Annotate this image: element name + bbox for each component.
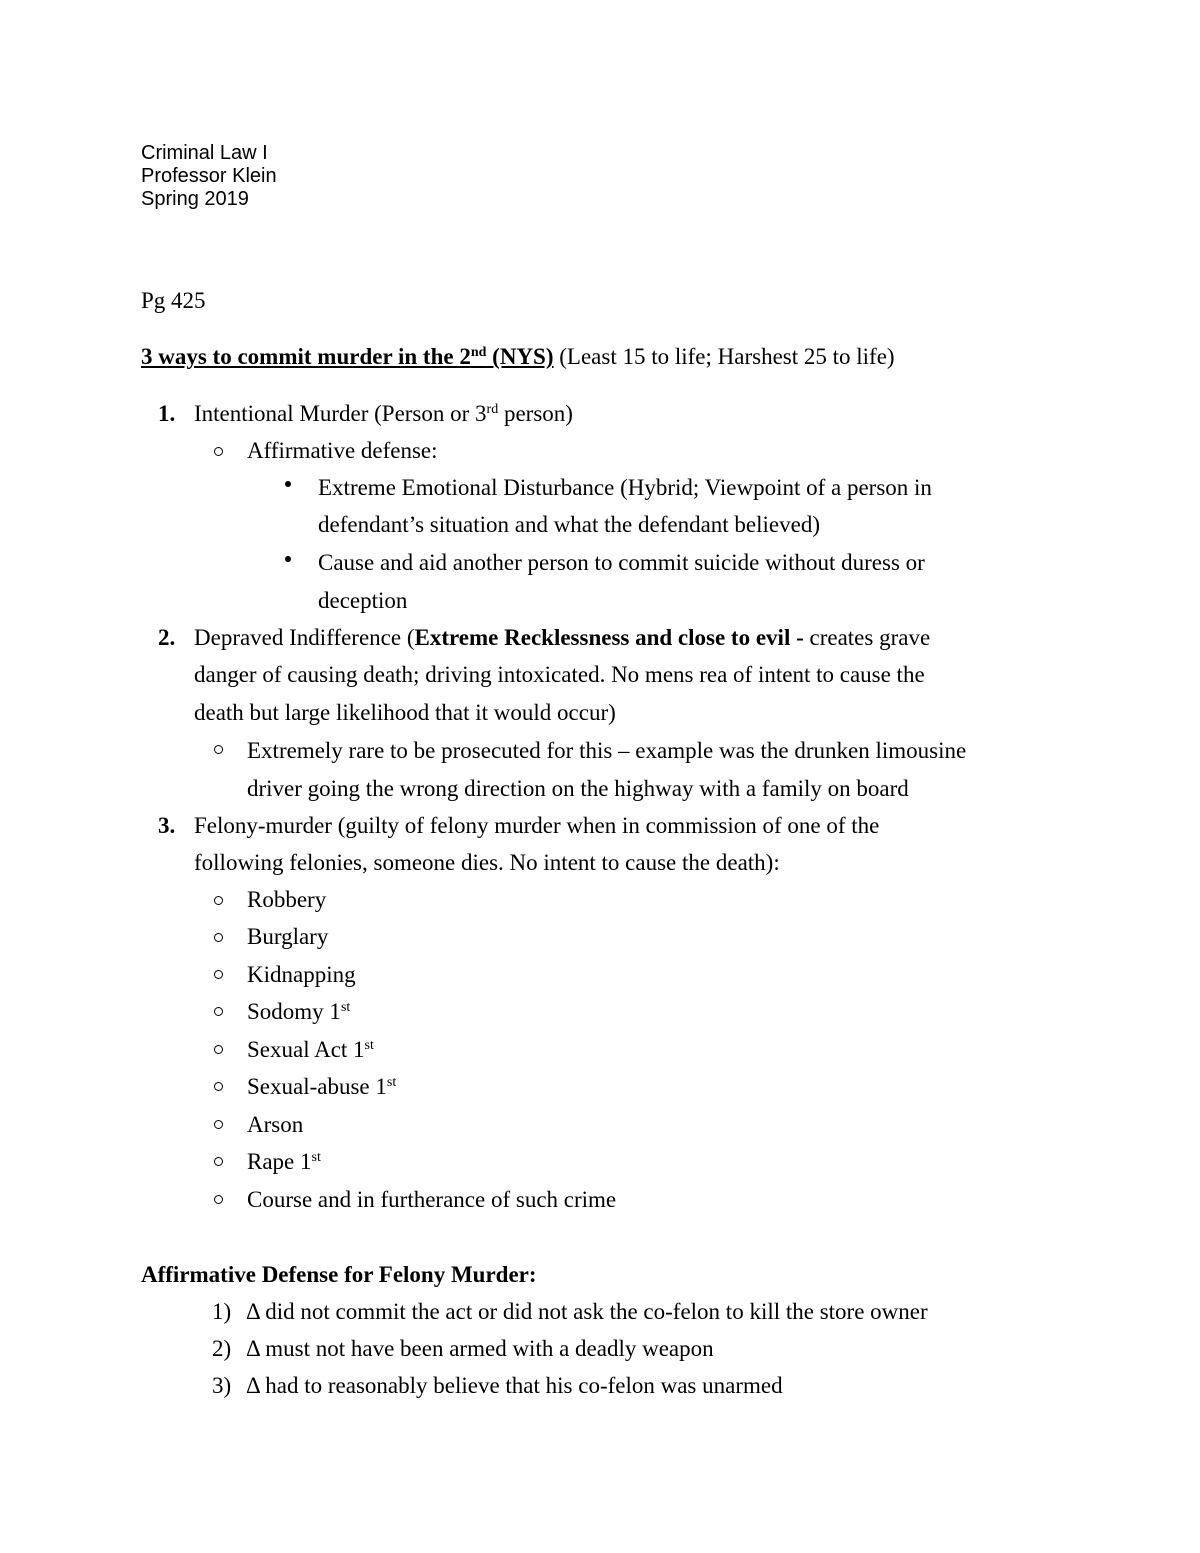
felony-item: Sexual Act 1st	[247, 1037, 374, 1062]
list-item: Extreme Emotional Disturbance (Hybrid; Viewpoint of a person in	[318, 475, 932, 500]
list-item-continuation: death but large likelihood that it would occur)	[194, 700, 616, 725]
course-title: Criminal Law I	[141, 142, 268, 164]
list-item: Affirmative defense:	[247, 438, 438, 463]
bullet-icon	[285, 556, 291, 562]
circle-bullet-icon	[214, 1120, 223, 1129]
list-item: Extremely rare to be prosecuted for this – example was the drunken limousine	[247, 738, 967, 763]
page-reference: Pg 425	[141, 288, 206, 313]
circle-bullet-icon	[214, 933, 223, 942]
defense-item: Δ had to reasonably believe that his co-felon was unarmed	[246, 1373, 783, 1398]
list-number: 1.	[158, 401, 176, 426]
felony-item: Kidnapping	[247, 962, 356, 987]
list-number: 2.	[158, 625, 176, 650]
term: Spring 2019	[141, 188, 249, 210]
defense-item: Δ did not commit the act or did not ask the co-felon to kill the store owner	[246, 1299, 928, 1324]
felony-item: Rape 1st	[247, 1149, 321, 1174]
circle-bullet-icon	[214, 896, 223, 905]
defense-number: 2)	[212, 1336, 232, 1361]
list-item: Cause and aid another person to commit suicide without duress or	[318, 550, 925, 575]
circle-bullet-icon	[214, 447, 223, 456]
defense-item: Δ must not have been armed with a deadly weapon	[246, 1336, 714, 1361]
list-item-continuation: defendant’s situation and what the defendant believed)	[318, 512, 820, 537]
felony-item: Burglary	[247, 924, 329, 949]
circle-bullet-icon	[214, 1045, 223, 1054]
list-number: 3.	[158, 813, 176, 838]
felony-item: Robbery	[247, 887, 327, 912]
felony-item: Sexual-abuse 1st	[247, 1074, 397, 1099]
circle-bullet-icon	[214, 745, 223, 754]
section-heading	[141, 343, 895, 371]
circle-bullet-icon	[214, 970, 223, 979]
list-item-continuation: following felonies, someone dies. No intent to cause the death):	[194, 850, 780, 875]
defense-number: 1)	[212, 1299, 232, 1324]
felony-item: Arson	[247, 1112, 304, 1137]
list-item-continuation: danger of causing death; driving intoxicated. No mens rea of intent to cause the	[194, 662, 925, 687]
circle-bullet-icon	[214, 1157, 223, 1166]
bullet-icon	[285, 481, 291, 487]
professor-name: Professor Klein	[141, 165, 277, 187]
list-item: Felony-murder (guilty of felony murder when in commission of one of the	[194, 813, 880, 838]
list-item: Depraved Indifference (Extreme Recklessness and close to evil - creates grave	[194, 625, 931, 650]
circle-bullet-icon	[214, 1195, 223, 1204]
felony-item: Course and in furtherance of such crime	[247, 1187, 617, 1212]
list-item-continuation: driver going the wrong direction on the highway with a family on board	[247, 776, 909, 801]
circle-bullet-icon	[214, 1082, 223, 1091]
defense-heading: Affirmative Defense for Felony Murder:	[141, 1262, 537, 1287]
heading-underlined: 3 ways to commit murder in the 2nd (NYS)	[141, 344, 554, 369]
circle-bullet-icon	[214, 1007, 223, 1016]
defense-number: 3)	[212, 1373, 232, 1398]
list-item: Intentional Murder (Person or 3rd person)	[194, 401, 573, 426]
list-item-continuation: deception	[318, 588, 408, 613]
felony-item: Sodomy 1st	[247, 999, 351, 1024]
heading-tail: (Least 15 to life; Harshest 25 to life)	[553, 344, 895, 369]
